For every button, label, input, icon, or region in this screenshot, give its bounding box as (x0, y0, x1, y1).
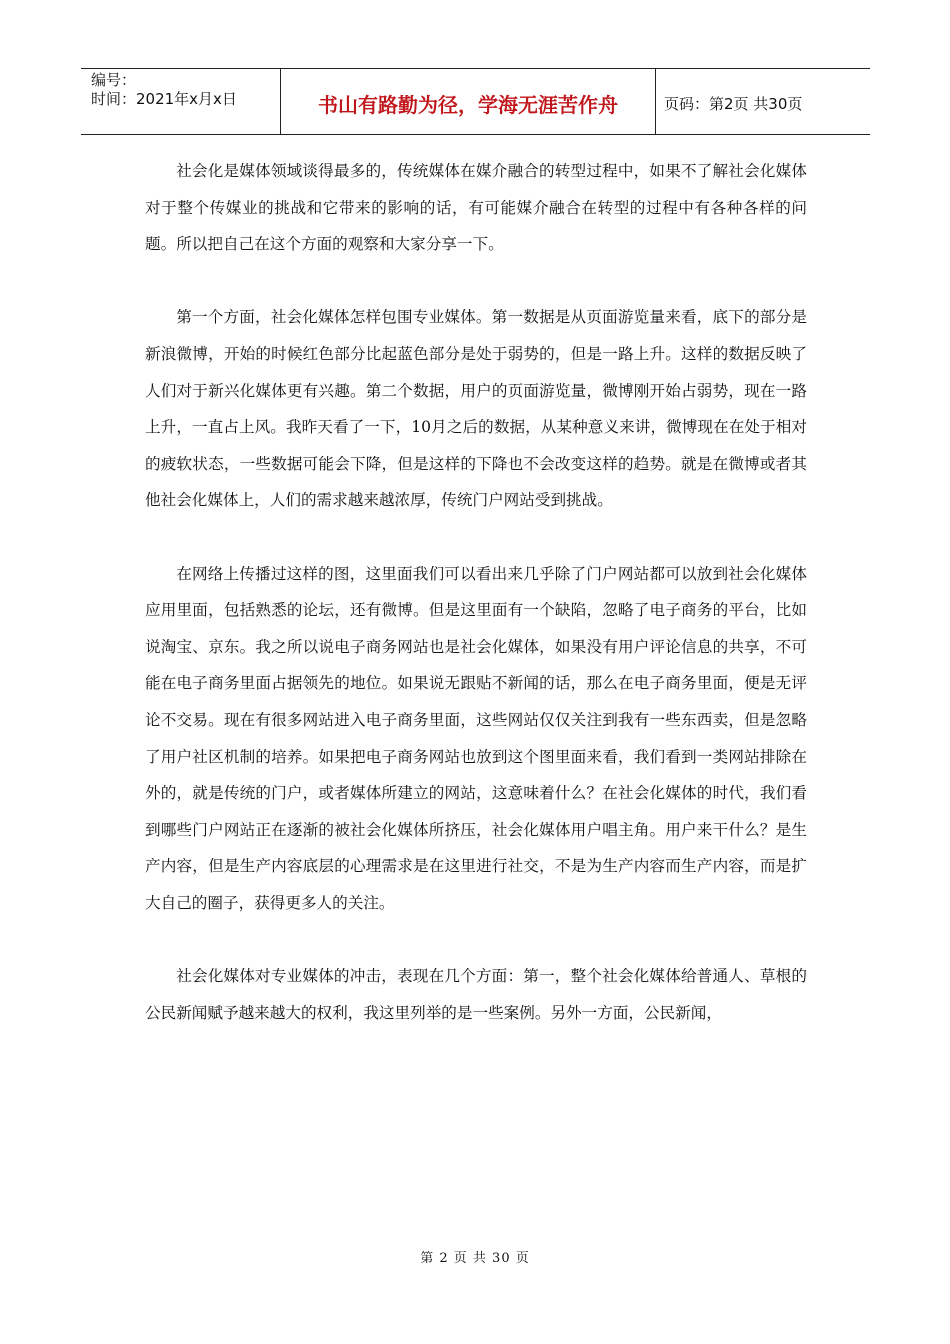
page-footer: 第 2 页 共 30 页 (420, 1251, 530, 1266)
page-header (81, 68, 870, 135)
header-page-info: 页码：第2页 共30页 (664, 95, 803, 113)
document-body (145, 153, 807, 1068)
paragraph: 在网络上传播过这样的图，这里面我们可以看出来几乎除了门户网站都可以放到社会化媒体应用里面，包括熟悉的论坛，还有微博。但是这里面有一个缺陷，忽略了电子商务的平台，比如说淘宝、京东。我之所以说电子商务网站也是社会化媒体，如果没有用户评论信息的共享，不可能在电子商务里面占据领先的地位。如果说无跟贴不新闻的话，那么在电子商务里面，便是无评论不交易。现在有很多网站进入电子商务里面，这些网站仅仅关注到我有一些东西卖，但是忽略了用户社区机制的培养。如果把电子商务网站也放到这个图里面来看，我们看到一类网站排除在外的，就是传统的门户，或者媒体所建立的网站，这意味着什么？在社会化媒体的时代，我们看到哪些门户网站正在逐渐的被社会化媒体所挤压，社会化媒体用户唱主角。用户来干什么？是生产内容，但是生产内容底层的心理需求是在这里进行社交，不是为生产内容而生产内容，而是扩大自己的圈子，获得更多人的关注。 (145, 564, 807, 912)
document-date: 时间：2021年x月x日 (91, 90, 237, 108)
paragraph: 第一个方面，社会化媒体怎样包围专业媒体。第一数据是从页面游览量来看，底下的部分是新浪微博，开始的时候红色部分比起蓝色部分是处于弱势的，但是一路上升。这样的数据反映了人们对于新兴化媒体更有兴趣。第二个数据，用户的页面游览量，微博刚开始占弱势，现在一路上升，一直占上风。我昨天看了一下，10月之后的数据，从某种意义来讲，微博现在在处于相对的疲软状态，一些数据可能会下降，但是这样的下降也不会改变这样的趋势。就是在微博或者其他社会化媒体上，人们的需求越来越浓厚，传统门户网站受到挑战。 (145, 308, 807, 510)
header-motto: 书山有路勤为径，学海无涯苦作舟 (281, 69, 656, 134)
paragraph: 社会化是媒体领域谈得最多的，传统媒体在媒介融合的转型过程中，如果不了解社会化媒体对于整个传媒业的挑战和它带来的影响的话，有可能媒介融合在转型的过程中有各种各样的问题。所以把自己在这个方面的观察和大家分享一下。 (145, 162, 807, 254)
header-meta (81, 69, 281, 134)
document-number-label: 编号： (91, 71, 137, 89)
paragraph: 社会化媒体对专业媒体的冲击，表现在几个方面：第一，整个社会化媒体给普通人、草根的公民新闻赋予越来越大的权利，我这里列举的是一些案例。另外一方面，公民新闻， (145, 967, 807, 1022)
